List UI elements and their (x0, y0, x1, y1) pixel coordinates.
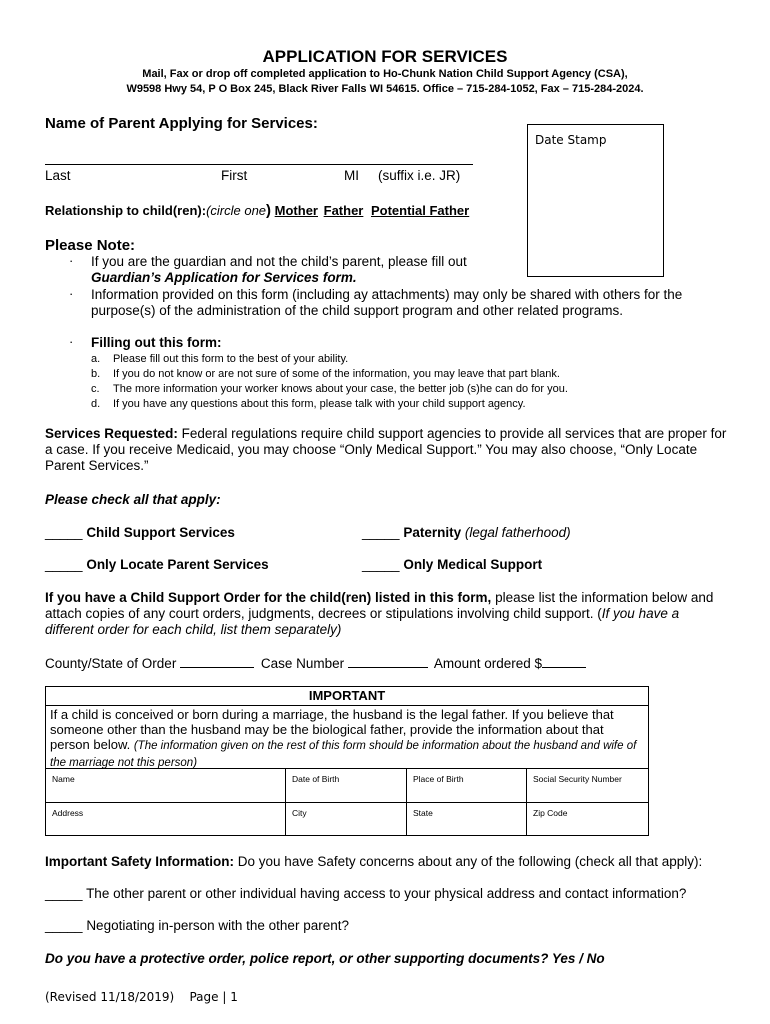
case-number-input[interactable] (348, 666, 428, 668)
state-field[interactable]: State (407, 802, 527, 835)
safety-item-2[interactable] (45, 918, 349, 933)
case-number-label: Case Number (260, 656, 345, 671)
safety-item-1[interactable] (45, 886, 686, 901)
checkbox-blank[interactable]: _____ (362, 525, 400, 540)
sub-item-text: If you do not know or are not sure of some of the information, you may leave that part blank. (113, 368, 560, 380)
checkbox-blank[interactable]: _____ (45, 525, 83, 540)
option-label: Only Medical Support (403, 557, 543, 572)
note-bullet-3: Filling out this form: (91, 335, 222, 350)
suffix-label: (suffix i.e. JR) (378, 168, 461, 183)
amount-input[interactable] (542, 666, 586, 668)
mi-label: MI (344, 168, 359, 183)
sub-item-text: The more information your worker knows about your case, the better job (s)he can do for you. (113, 383, 568, 395)
option-note: (legal fatherhood) (464, 525, 571, 540)
services-text: Federal regulations require child support agencies to provide all services that are proper for a case. If you receive Medicaid, you may choose “Only Medical Support.” You may also choose, “Only Locate Parent Services.” (45, 426, 727, 473)
important-title: IMPORTANT (46, 687, 648, 706)
safety-line (45, 854, 702, 869)
bullet-icon: · (69, 334, 74, 349)
note-bullet-1-line1: If you are the guardian and not the child’s parent, please fill out (91, 254, 467, 269)
protective-order-question[interactable]: Do you have a protective order, police report, or other supporting documents? Yes / No (45, 951, 605, 966)
option-father[interactable]: Father (323, 203, 364, 218)
relationship-close: ) (266, 202, 272, 219)
bullet-icon: · (69, 253, 74, 268)
sub-item-letter: b. (91, 368, 101, 380)
important-box (45, 686, 649, 836)
service-option-child-support[interactable] (45, 525, 235, 540)
address-field[interactable]: Address (46, 802, 286, 835)
order-bold: If you have a Child Support Order for the child(ren) listed in this form, (45, 590, 492, 605)
relationship-row (45, 202, 469, 219)
safety-item-label: The other parent or other individual having access to your physical address and contact information? (86, 886, 687, 901)
county-label: County/State of Order (45, 656, 177, 671)
relationship-hint: (circle one (206, 203, 267, 218)
service-option-medical[interactable] (362, 557, 542, 572)
note-bullet-2: Information provided on this form (including ay attachments) may only be shared with others for the purpose(s) of the administration of the child support program and other related programs. (91, 287, 683, 318)
please-note-heading: Please Note: (45, 237, 136, 254)
safety-label: Important Safety Information: (45, 854, 235, 869)
checkbox-blank[interactable]: _____ (45, 557, 83, 572)
checkbox-blank[interactable]: _____ (45, 886, 83, 901)
service-option-paternity[interactable] (362, 525, 571, 540)
option-mother[interactable]: Mother (274, 203, 318, 218)
city-field[interactable]: City (286, 802, 407, 835)
biological-father-grid (46, 768, 648, 835)
important-text-block (50, 707, 644, 771)
safety-item-label: Negotiating in-person with the other parent? (86, 918, 349, 933)
service-option-locate[interactable] (45, 557, 269, 572)
date-stamp-box (527, 124, 664, 277)
safety-text: Do you have Safety concerns about any of the following (check all that apply): (237, 854, 703, 869)
place-of-birth-field[interactable]: Place of Birth (407, 768, 527, 802)
option-label: Only Locate Parent Services (86, 557, 269, 572)
option-potential-father[interactable]: Potential Father (370, 203, 470, 218)
note-bullet-1-line2: Guardian’s Application for Services form. (91, 270, 357, 285)
name-heading: Name of Parent Applying for Services: (45, 115, 318, 132)
first-label: First (221, 168, 248, 183)
checkbox-blank[interactable]: _____ (45, 918, 83, 933)
relationship-label: Relationship to child(ren): (45, 203, 207, 218)
date-stamp-label: Date Stamp (535, 133, 607, 147)
page-title: APPLICATION FOR SERVICES (262, 47, 508, 66)
sub-item-letter: c. (91, 383, 100, 395)
order-text: please list the information below and attach copies of any court orders, judgments, decrees or stipulations involving child support. ( (45, 590, 714, 621)
sub-item-letter: d. (91, 398, 101, 410)
page-footer: (Revised 11/18/2019) Page | 1 (45, 990, 238, 1004)
bullet-icon: · (69, 286, 74, 301)
zip-code-field[interactable]: Zip Code (527, 802, 648, 835)
sub-item-letter: a. (91, 353, 101, 365)
order-paragraph (45, 590, 729, 638)
order-italic: If you have a different order for each child, list them separately) (45, 606, 680, 637)
services-label: Services Requested: (45, 426, 178, 441)
sub-item-text: If you have any questions about this form, please talk with your child support agency. (113, 398, 526, 410)
county-input[interactable] (180, 666, 254, 668)
name-field[interactable]: Name (46, 768, 286, 802)
services-paragraph (45, 426, 729, 474)
important-text: If a child is conceived or born during a marriage, the husband is the legal father. If you believe that someone other than the husband may be the biological father, provide the information about that person below. (50, 707, 614, 752)
name-input-line[interactable] (45, 164, 473, 165)
amount-label: Amount ordered $ (433, 656, 542, 671)
important-note: (The information given on the rest of this form should be information about the husband and wife of the marriage not this person) (50, 740, 637, 769)
header-line-1: Mail, Fax or drop off completed application to Ho-Chunk Nation Child Support Agency (CSA), (142, 68, 628, 80)
check-all-label: Please check all that apply: (45, 492, 221, 507)
last-label: Last (45, 168, 71, 183)
option-label: Paternity (403, 525, 462, 540)
header-line-2: W9598 Hwy 54, P O Box 245, Black River Falls WI 54615. Office – 715-284-1052, Fax – 715-284-2024. (126, 83, 644, 95)
dob-field[interactable]: Date of Birth (286, 768, 407, 802)
ssn-field[interactable]: Social Security Number (527, 768, 648, 802)
option-label: Child Support Services (86, 525, 235, 540)
checkbox-blank[interactable]: _____ (362, 557, 400, 572)
order-fields-row (45, 656, 589, 671)
sub-item-text: Please fill out this form to the best of your ability. (113, 353, 349, 365)
